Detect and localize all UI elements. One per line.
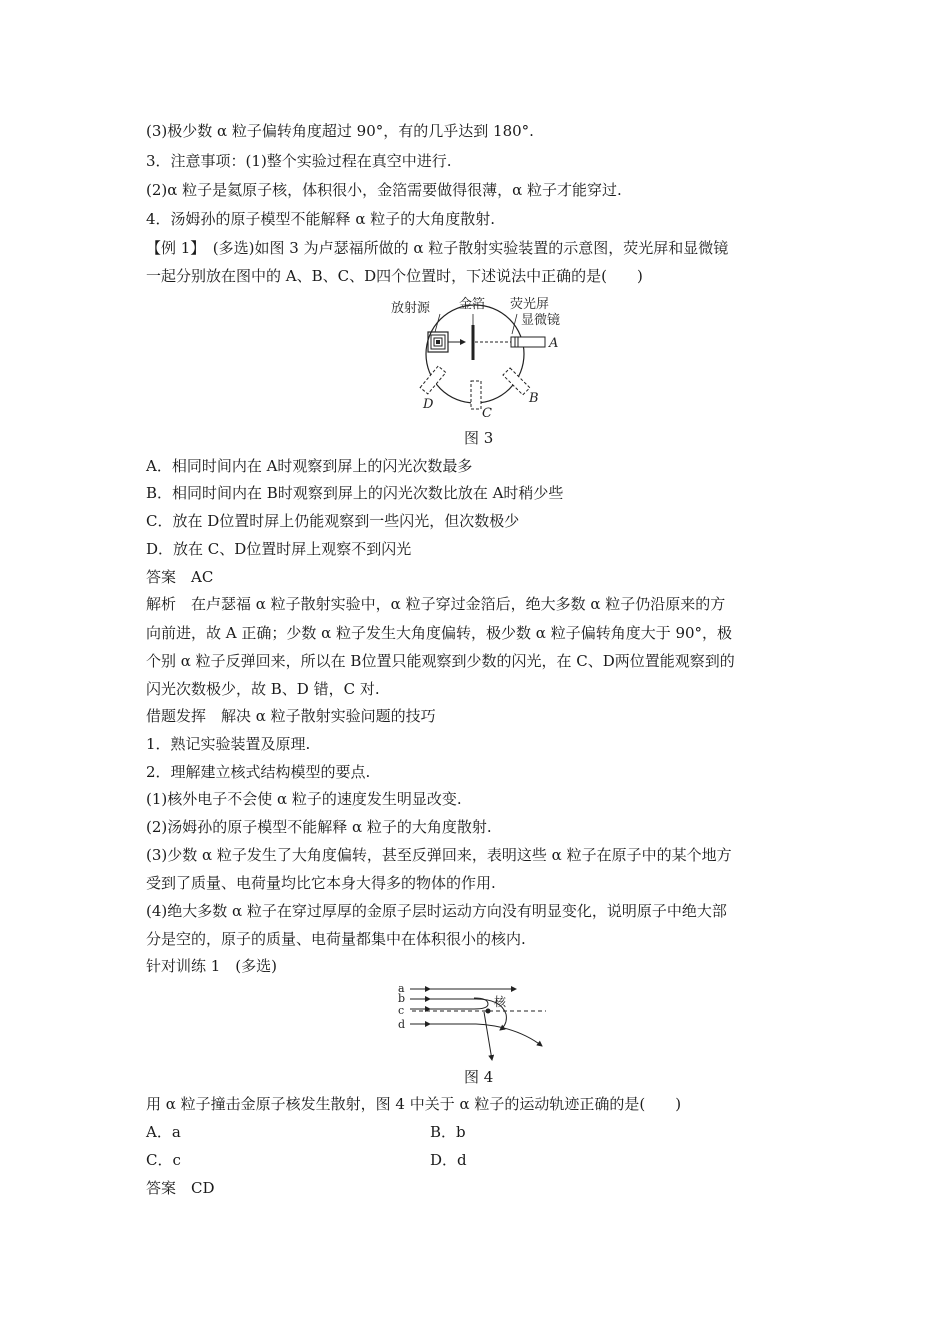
figure-3-diagram — [385, 292, 575, 422]
label-microscope: 显微镜 — [521, 313, 561, 328]
training1-answer: 答案 CD — [146, 1179, 215, 1197]
analysis-line: 个别 α 粒子反弹回来，所以在 B位置只能观察到少数的闪光，在 C、D两位置能观察到的 — [146, 652, 735, 670]
note-item-4: 4．汤姆孙的原子模型不能解释 α 粒子的大角度散射. — [146, 210, 495, 228]
label-d: D — [423, 397, 434, 412]
label-screen: 荧光屏 — [510, 297, 550, 312]
label-source: 放射源 — [391, 301, 431, 316]
note-item-3-2: (2)α 粒子是氦原子核，体积很小，金箔需要做得很薄，α 粒子才能穿过. — [146, 181, 622, 199]
training1-option-a: A．a — [146, 1123, 181, 1141]
label-b: b — [398, 992, 406, 1005]
figure-4-caption: 图 4 — [464, 1068, 494, 1086]
training1-option-c: C．c — [146, 1151, 181, 1169]
training1-option-d: D．d — [430, 1151, 467, 1169]
tips-line: (4)绝大多数 α 粒子在穿过厚厚的金原子层时运动方向没有明显变化，说明原子中绝大部 — [146, 902, 727, 920]
label-c: c — [398, 1004, 405, 1017]
example1-question-line2: 一起分别放在图中的 A、B、C、D四个位置时，下述说法中正确的是( ) — [146, 267, 643, 285]
figure-3-caption: 图 3 — [464, 429, 494, 447]
tips-line: (2)汤姆孙的原子模型不能解释 α 粒子的大角度散射. — [146, 818, 492, 836]
training1-question: 用 α 粒子撞击金原子核发生散射，图 4 中关于 α 粒子的运动轨迹正确的是( ) — [146, 1095, 682, 1113]
label-a: a — [398, 984, 405, 995]
example1-question-line1: 【例 1】 (多选)如图 3 为卢瑟福所做的 α 粒子散射实验装置的示意图，荧光屏和显微镜 — [146, 239, 729, 257]
example1-option-b: B．相同时间内在 B时观察到屏上的闪光次数比放在 A时稍少些 — [146, 484, 564, 502]
label-b: B — [529, 391, 539, 406]
label-c: C — [482, 406, 492, 421]
label-nucleus: 核 — [494, 995, 507, 1009]
example1-option-a: A．相同时间内在 A时观察到屏上的闪光次数最多 — [146, 457, 473, 475]
track-d — [410, 1024, 542, 1046]
example1-answer: 答案 AC — [146, 568, 214, 586]
note-line-3: (3)极少数 α 粒子偏转角度超过 90°，有的几乎达到 180°. — [146, 122, 534, 140]
figure-4-diagram — [396, 984, 556, 1066]
training1-option-b: B．b — [430, 1123, 466, 1141]
detector-c — [471, 381, 481, 409]
tips-line: (1)核外电子不会使 α 粒子的速度发生明显改变. — [146, 790, 462, 808]
analysis-line: 解析 在卢瑟福 α 粒子散射实验中，α 粒子穿过金箔后，绝大多数 α 粒子仍沿原来的方 — [146, 595, 726, 613]
example1-option-d: D．放在 C、D位置时屏上观察不到闪光 — [146, 540, 412, 558]
track-c — [410, 998, 488, 1009]
tips-line: 受到了质量、电荷量均比它本身大得多的物体的作用. — [146, 874, 496, 892]
tips-line: 1．熟记实验装置及原理. — [146, 735, 311, 753]
tips-title: 借题发挥 解决 α 粒子散射实验问题的技巧 — [146, 707, 436, 725]
note-item-3: 3．注意事项：(1)整个实验过程在真空中进行. — [146, 152, 452, 170]
example1-option-c: C．放在 D位置时屏上仍能观察到一些闪光，但次数极少 — [146, 512, 520, 530]
training1-title: 针对训练 1 (多选) — [146, 957, 278, 975]
analysis-line: 闪光次数极少，故 B、D 错，C 对. — [146, 680, 380, 698]
detector-a — [511, 337, 545, 347]
tips-line: 2．理解建立核式结构模型的要点. — [146, 763, 371, 781]
tips-line: (3)少数 α 粒子发生了大角度偏转，甚至反弹回来，表明这些 α 粒子在原子中的某个地方 — [146, 846, 732, 864]
label-a: A — [549, 336, 559, 351]
nucleus — [486, 1009, 491, 1014]
radiation-source-icon — [428, 332, 448, 352]
label-foil: 金箔 — [459, 297, 486, 312]
analysis-line: 向前进，故 A 正确；少数 α 粒子发生大角度偏转，极少数 α 粒子偏转角度大于 90°，极 — [146, 624, 733, 642]
tips-line: 分是空的，原子的质量、电荷量都集中在体积很小的核内. — [146, 930, 526, 948]
label-d: d — [398, 1018, 406, 1031]
